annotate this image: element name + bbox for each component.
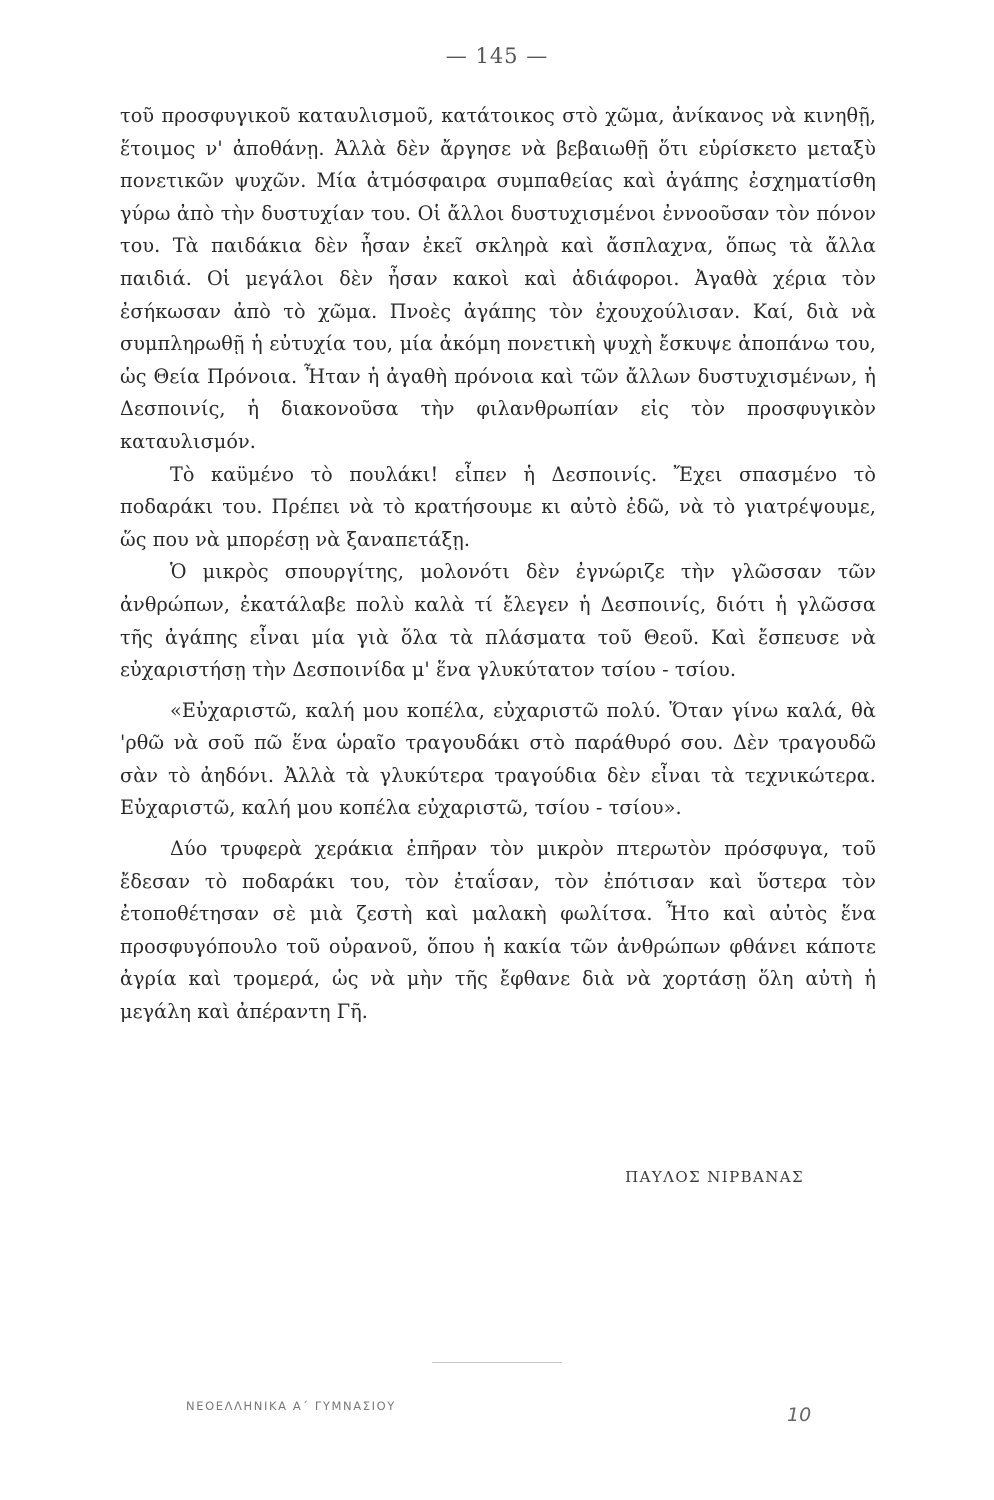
- paragraph-1: τοῦ προσφυγικοῦ καταυλισμοῦ, κατάτοικος στὸ χῶμα, ἀνίκανος νὰ κινηθῇ, ἕτοιμος ν' ἀποθάνῃ. Ἀλλὰ δὲν ἄργησε νὰ βεβαιωθῇ ὅτι εὑρίσκετο μεταξὺ πονετικῶν ψυχῶν. Μία ἀτμόσφαιρα συμπαθείας καὶ ἀγάπης ἐσχηματίσθη γύρω ἀπὸ τὴν δυστυχίαν του. Οἱ ἄλλοι δυστυχισμένοι ἐννοοῦσαν τὸν πόνον του. Τὰ παιδάκια δὲν ἦσαν ἐκεῖ σκληρὰ καὶ ἄσπλαχνα, ὅπως τὰ ἄλλα παιδιά. Οἱ μεγάλοι δὲν ἦσαν κακοὶ καὶ ἀδιάφοροι. Ἀγαθὰ χέρια τὸν ἐσήκωσαν ἀπὸ τὸ χῶμα. Πνοὲς ἀγάπης τὸν ἐχουχούλισαν. Καί, διὰ νὰ συμπληρωθῇ ἡ εὐτυχία του, μία ἀκόμη πονετικὴ ψυχὴ ἔσκυψε ἀποπάνω του, ὡς Θεία Πρόνοια. Ἦταν ἡ ἀγαθὴ πρόνοια καὶ τῶν ἄλλων δυστυχισμένων, ἡ Δεσποινίς, ἡ διακονοῦσα τὴν φιλανθρωπίαν εἰς τὸν προσφυγικὸν καταυλισμόν.: [120, 104, 876, 453]
- footer-book-title: ΝΕΟΕΛΛΗΝΙΚΑ Α΄ ΓΥΜΝΑΣΙΟΥ: [186, 1399, 396, 1413]
- paragraph-4: «Εὐχαριστῶ, καλή μου κοπέλα, εὐχαριστῶ πολύ. Ὅταν γίνω καλά, θὰ 'ρθῶ νὰ σοῦ πῶ ἕνα ὡραῖο τραγουδάκι στὸ παράθυρό σου. Δὲν τραγουδῶ σὰν τὸ ἀηδόνι. Ἀλλὰ τὰ γλυκύτερα τραγούδια δὲν εἶναι τὰ τεχνικώτερα. Εὐχαριστῶ, καλή μου κοπέλα εὐχαριστῶ, τσίου - τσίου».: [120, 698, 876, 820]
- footer-sheet-number: 10: [787, 1404, 812, 1426]
- paragraph-3: Ὁ μικρὸς σπουργίτης, μολονότι δὲν ἐγνώριζε τὴν γλῶσσαν τῶν ἀνθρώπων, ἐκατάλαβε πολὺ καλὰ τί ἔλεγεν ἡ Δεσποινίς, διότι ἡ γλῶσσα τῆς ἀγάπης εἶναι μία γιὰ ὅλα τὰ πλάσματα τοῦ Θεοῦ. Καὶ ἔσπευσε νὰ εὐχαριστήσῃ τὴν Δεσποινίδα μ' ἕνα γλυκύτατον τσίου - τσίου.: [120, 560, 876, 682]
- paragraph-2: Τὸ καϋμένο τὸ πουλάκι! εἶπεν ἡ Δεσποινίς. Ἔχει σπασμένο τὸ ποδαράκι του. Πρέπει νὰ τὸ κρατήσουμε κι αὐτὸ ἐδῶ, νὰ τὸ γιατρέψουμε, ὥς που νὰ μπορέσῃ νὰ ξαναπετάξῃ.: [120, 462, 876, 551]
- main-text: [120, 100, 876, 1029]
- page-number: — 145 —: [445, 44, 549, 68]
- paragraph-5: Δύο τρυφερὰ χεράκια ἐπῆραν τὸν μικρὸν πτερωτὸν πρόσφυγα, τοῦ ἔδεσαν τὸ ποδαράκι του, τὸν ἐταΐσαν, τὸν ἐπότισαν καὶ ὕστερα τὸν ἐτοποθέτησαν σὲ μιὰ ζεστὴ καὶ μαλακὴ φωλίτσα. Ἦτο καὶ αὐτὸς ἕνα προσφυγόπουλο τοῦ οὐρανοῦ, ὅπου ἡ κακία τῶν ἀνθρώπων φθάνει κάποτε ἀγρία καὶ τρομερά, ὡς νὰ μὴν τῆς ἔφθανε διὰ νὰ χορτάσῃ ὅλη αὐτὴ ἡ μεγάλη καὶ ἀπέραντη Γῆ.: [120, 837, 876, 1024]
- footer-divider: [432, 1362, 562, 1363]
- author-signature: ΠΑΥΛΟΣ ΝΙΡΒΑΝΑΣ: [625, 1168, 804, 1186]
